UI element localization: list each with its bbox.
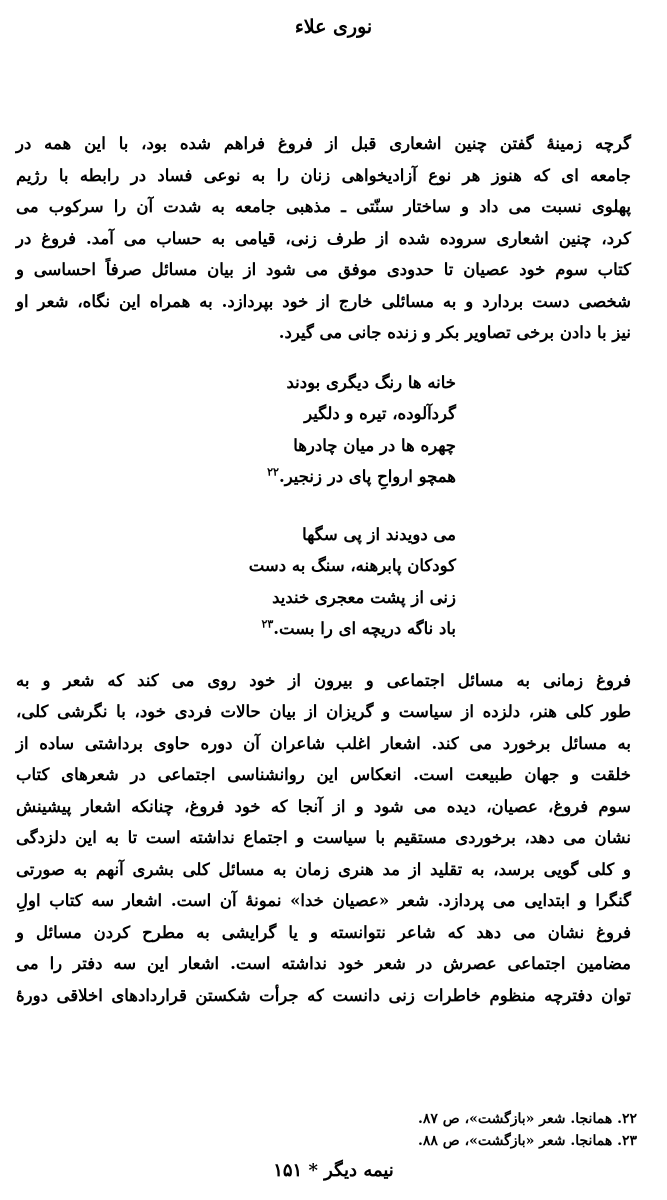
poem-verse: می دویدند از پی سگها	[302, 524, 456, 544]
paragraph-line: سوم فروغ، عصیان، دیده می شود و از آنجا که خود فروغ، چنانکه اشعار پیشینش	[16, 796, 631, 816]
poem-verse: چهره ها در میان چادرها	[293, 435, 456, 455]
paragraph-line: پهلوی نسبت می داد و ساختار سنّتی ـ مذهبی جامعه به شدت آن را سرکوب می	[16, 197, 631, 216]
paragraph-line: فروغ زمانی به مسائل اجتماعی و بیرون از خود روی می کند که شعر و به	[16, 670, 631, 690]
paragraph-line: نیز با دادن برخی تصاویر بکر و زنده جانی می گیرد.	[278, 323, 631, 342]
paragraph-line: کتاب سوم خود عصیان تا حدودی موفق می شود از بیان مسائل صرفاً احساسی و	[16, 260, 631, 279]
paragraph-line: نشان می دهد، برخوردی مستقیم با سیاست و اجتماع نداشته است تا به این دلزدگی	[16, 828, 631, 847]
poem-verse: باد ناگه دریچه ای را بست.	[273, 619, 456, 638]
page-footer-folio: نیمه دیگر * ۱۵۱	[273, 1160, 394, 1181]
paragraph-line: توان دفترچه منظوم خاطرات زنی دانست که جرأت شکستن قراردادهای اخلاقی دورهٔ	[16, 985, 631, 1005]
paragraph-line: کرد، چنین اشعاری سروده شده از طرف زنی، قیامی به حساب می آمد. فروغ در	[16, 228, 631, 248]
paragraph-intro	[16, 128, 651, 349]
footnote: ۲۳. همانجا. شعر «بازگشت»، ص ۸۸.	[417, 1133, 637, 1149]
poem-verse: همچو ارواحِ پای در زنجیر.	[278, 467, 456, 486]
paragraph-line: گرچه زمینهٔ گفتن چنین اشعاری قبل از فروغ فراهم شده بود، با این همه در	[16, 134, 631, 153]
paragraph-line: به مسائل برخورد می کند. اشعار اغلب شاعران آن دوره حاوی برداشتی ساده از	[16, 733, 631, 753]
poem-stanza-1	[16, 367, 651, 493]
footnote: ۲۲. همانجا. شعر «بازگشت»، ص ۸۷.	[417, 1111, 637, 1127]
paragraph-line: جامعه ای که هنوز هر نوع آزادیخواهی زنان را به نوعی فساد در رابطه با رژیم	[16, 165, 631, 185]
paragraph-line: شخصی دست بردارد و به مسائلی خارج از خود بپردازد. به همراه این نگاه، شعر او	[16, 291, 631, 311]
footnote-marker: ۲۳	[261, 617, 274, 631]
poem-stanza-2	[16, 519, 651, 645]
paragraph-line: و کلی گویی برسد، به تقلید از مد هنری زمان به مسائل کلی بشری آنهم به صورتی	[16, 859, 631, 879]
running-title: نوری علاء	[294, 16, 373, 38]
paragraph-line: خلقت و جهان طبیعت است. انعکاس این روانشناسی اجتماعی در شعرهای کتاب	[16, 765, 631, 784]
paragraph-line: فروغ نشان می دهد که شاعر نتوانسته و یا گرایشی به مطرح کردن مسائل و	[16, 922, 631, 942]
paragraph-line: طور کلی هنر، دلزده از سیاست و گریزان از بیان حالات فردی خود، با نگرشی کلی،	[16, 702, 631, 721]
footnotes	[16, 1108, 637, 1152]
poem-verse: خانه ها رنگ دیگری بودند	[286, 372, 456, 392]
poem-verse: کودکان پابرهنه، سنگ به دست	[248, 556, 456, 575]
footnote-marker: ۲۲	[267, 465, 279, 479]
paragraph-analysis	[16, 665, 651, 1012]
body-text	[16, 128, 651, 1011]
poem-verse: گردآلوده، تیره و دلگیر	[304, 404, 456, 423]
paragraph-line: گنگرا و ابتدایی می پردازد. شعر «عصیان خدا» نمونهٔ آن است. اشعار سه کتاب اولِ	[16, 891, 631, 910]
paragraph-line: مضامین اجتماعی عصرش در شعر خود نداشته است. اشعار این سه دفتر را می	[16, 954, 631, 973]
poem-verse: زنی از پشت معجری خندید	[272, 587, 456, 607]
poem-verse-with-note	[16, 613, 456, 645]
poem-verse-with-note	[16, 461, 456, 493]
